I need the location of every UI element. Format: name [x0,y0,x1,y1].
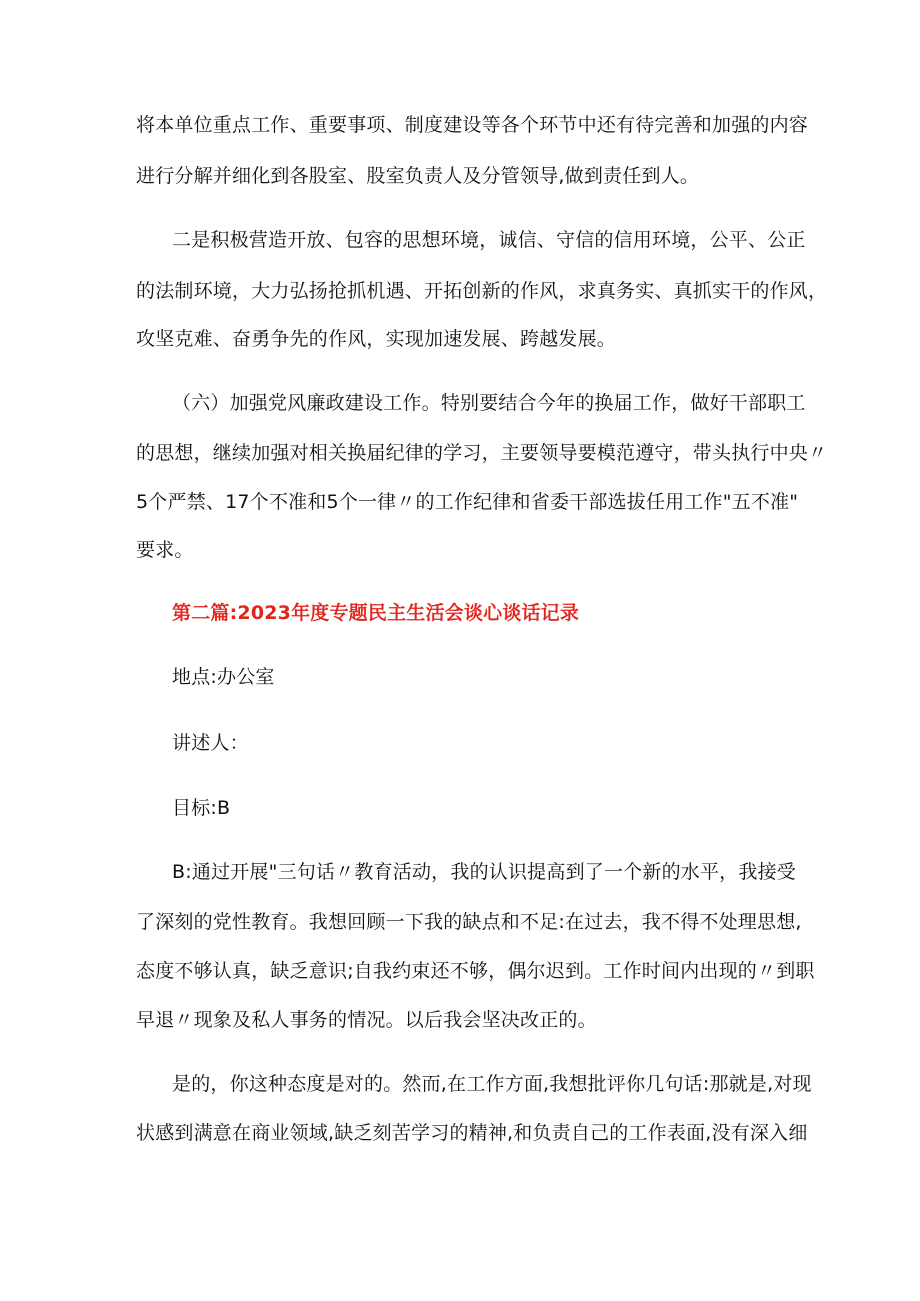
paragraph-3-line-1: （六）加强党风廉政建设工作。特别要结合今年的换届工作，做好干部职工 [172,392,806,414]
meta-target: 目标:B [172,797,231,819]
paragraph-4-line-1: B:通过开展"三句话〃教育活动，我的认识提高到了一个新的水平，我接受 [172,861,796,883]
paragraph-4-line-2: 了深刻的党性教育。我想回顾一下我的缺点和不足:在过去，我不得不处理思想, [136,911,802,933]
paragraph-1-line-2: 进行分解并细化到各股室、股室负责人及分管领导,做到责任到人。 [136,165,700,187]
paragraph-5-line-2: 状感到满意在商业领域,缺乏刻苦学习的精神,和负责自己的工作表面,没有深入细 [136,1122,808,1144]
meta-speaker: 讲述人： [172,732,249,754]
paragraph-3-line-2: 的思想，继续加强对相关换届纪律的学习，主要领导要模范遵守，带头执行中央〃 [136,442,828,464]
section-heading: 第二篇:2023年度专题民主生活会谈心谈话记录 [172,602,580,624]
paragraph-3-line-4: 要求。 [136,539,194,561]
paragraph-1-line-1: 将本单位重点工作、重要事项、制度建设等各个环节中还有待完善和加强的内容 [136,114,809,136]
paragraph-2-line-3: 攻坚克难、奋勇争先的作风，实现加速发展、跨越发展。 [136,328,617,350]
paragraph-4-line-3: 态度不够认真，缺乏意识;自我约束还不够，偶尔迟到。工作时间内出现的〃到职 [136,960,815,982]
paragraph-2-line-1: 二是积极营造开放、包容的思想环境，诚信、守信的信用环境，公平、公正 [172,229,806,251]
paragraph-4-line-4: 早退〃现象及私人事务的情况。以后我会坚决改正的。 [136,1009,597,1031]
paragraph-5-line-1: 是的，你这种态度是对的。然而,在工作方面,我想批评你几句话:那就是,对现 [172,1073,812,1095]
paragraph-3-line-3: 5个严禁、17个不准和5个一律〃的工作纪律和省委干部选拔任用工作"五不准" [136,491,799,513]
meta-location: 地点:办公室 [172,666,275,688]
paragraph-2-line-2: 的法制环境，大力弘扬抢抓机遇、开拓创新的作风，求真务实、真抓实干的作风， [136,280,828,302]
